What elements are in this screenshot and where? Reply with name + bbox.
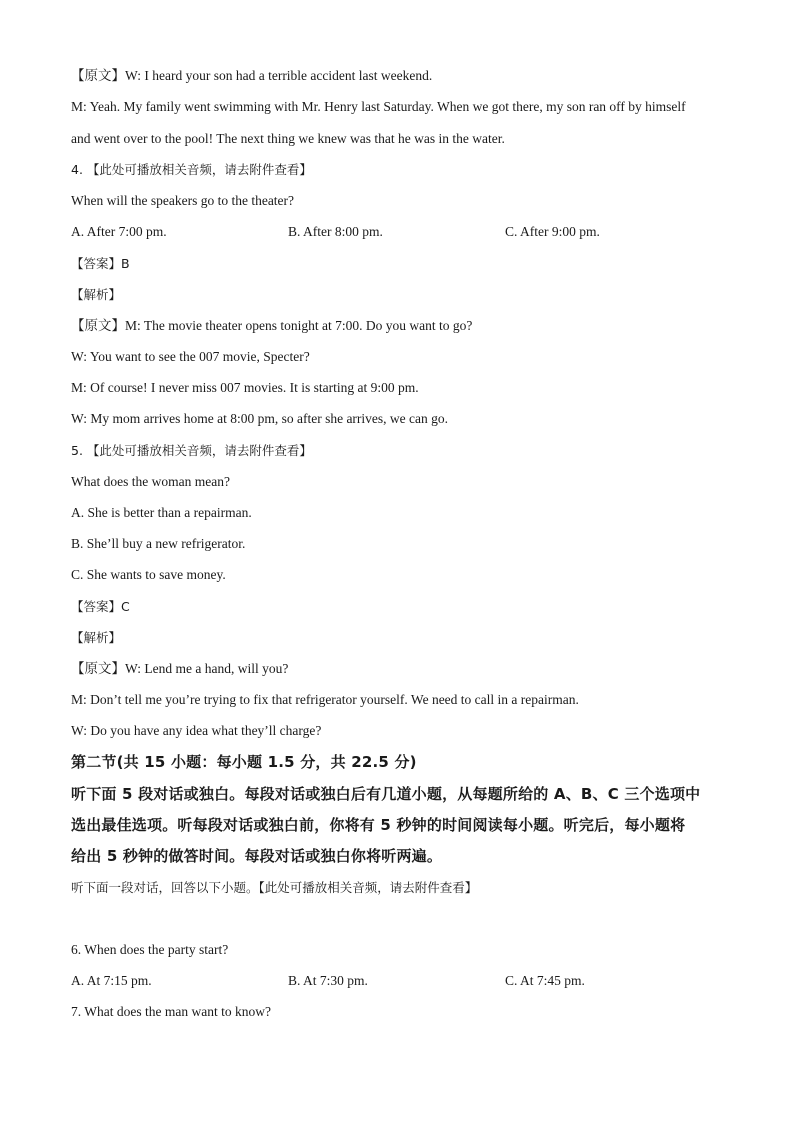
section-2-instructions: 给出 5 秒钟的做答时间。每段对话或独白你将听两遍。 — [71, 847, 443, 865]
listening-prompt: 听下面一段对话，回答以下小题。【此处可播放相关音频，请去附件查看】 — [71, 880, 478, 895]
question-6-option-a: A. At 7:15 pm. — [71, 973, 152, 988]
question-6-option-c: C. At 7:45 pm. — [505, 973, 585, 988]
question-4-answer: 【答案】B — [71, 256, 130, 271]
question-6-text: 6. When does the party start? — [71, 942, 229, 957]
question-4-number: 4. 【此处可播放相关音频，请去附件查看】 — [71, 162, 312, 177]
transcript-line: W: Do you have any idea what they’ll charge? — [71, 723, 322, 738]
question-4-analysis-label: 【解析】 — [71, 287, 122, 302]
question-5-option-a: A. She is better than a repairman. — [71, 505, 252, 520]
transcript-line: W: You want to see the 007 movie, Specter? — [71, 349, 310, 364]
transcript-line: 【原文】W: Lend me a hand, will you? — [71, 661, 289, 676]
section-2-title: 第二节(共 15 小题：每小题 1.5 分，共 22.5 分) — [71, 753, 417, 771]
question-4-option-a: A. After 7:00 pm. — [71, 224, 167, 239]
question-5-text: What does the woman mean? — [71, 474, 230, 489]
section-2-instructions: 选出最佳选项。听每段对话或独白前，你将有 5 秒钟的时间阅读每小题。听完后，每小题将 — [71, 816, 686, 834]
question-5-number: 5. 【此处可播放相关音频，请去附件查看】 — [71, 443, 312, 458]
section-2-instructions: 听下面 5 段对话或独白。每段对话或独白后有几道小题，从每题所给的 A、B、C 三个选项中 — [71, 785, 701, 803]
transcript-line: 【原文】W: I heard your son had a terrible accident last weekend. — [71, 68, 433, 83]
question-4-option-c: C. After 9:00 pm. — [505, 224, 600, 239]
transcript-line: and went over to the pool! The next thing we knew was that he was in the water. — [71, 131, 505, 146]
question-5-option-c: C. She wants to save money. — [71, 567, 226, 582]
transcript-line: M: Of course! I never miss 007 movies. It is starting at 9:00 pm. — [71, 380, 419, 395]
question-5-analysis-label: 【解析】 — [71, 630, 122, 645]
question-6-option-b: B. At 7:30 pm. — [288, 973, 368, 988]
transcript-line: W: My mom arrives home at 8:00 pm, so after she arrives, we can go. — [71, 411, 449, 426]
transcript-line: M: Yeah. My family went swimming with Mr. Henry last Saturday. When we got there, my son ran off by himself — [71, 99, 686, 114]
question-7-text: 7. What does the man want to know? — [71, 1004, 271, 1019]
question-4-option-b: B. After 8:00 pm. — [288, 224, 383, 239]
question-5-answer: 【答案】C — [71, 599, 130, 614]
question-5-option-b: B. She’ll buy a new refrigerator. — [71, 536, 246, 551]
question-4-text: When will the speakers go to the theater? — [71, 193, 295, 208]
transcript-line: M: Don’t tell me you’re trying to fix that refrigerator yourself. We need to call in a repairman. — [71, 692, 579, 707]
transcript-line: 【原文】M: The movie theater opens tonight at 7:00. Do you want to go? — [71, 318, 473, 333]
